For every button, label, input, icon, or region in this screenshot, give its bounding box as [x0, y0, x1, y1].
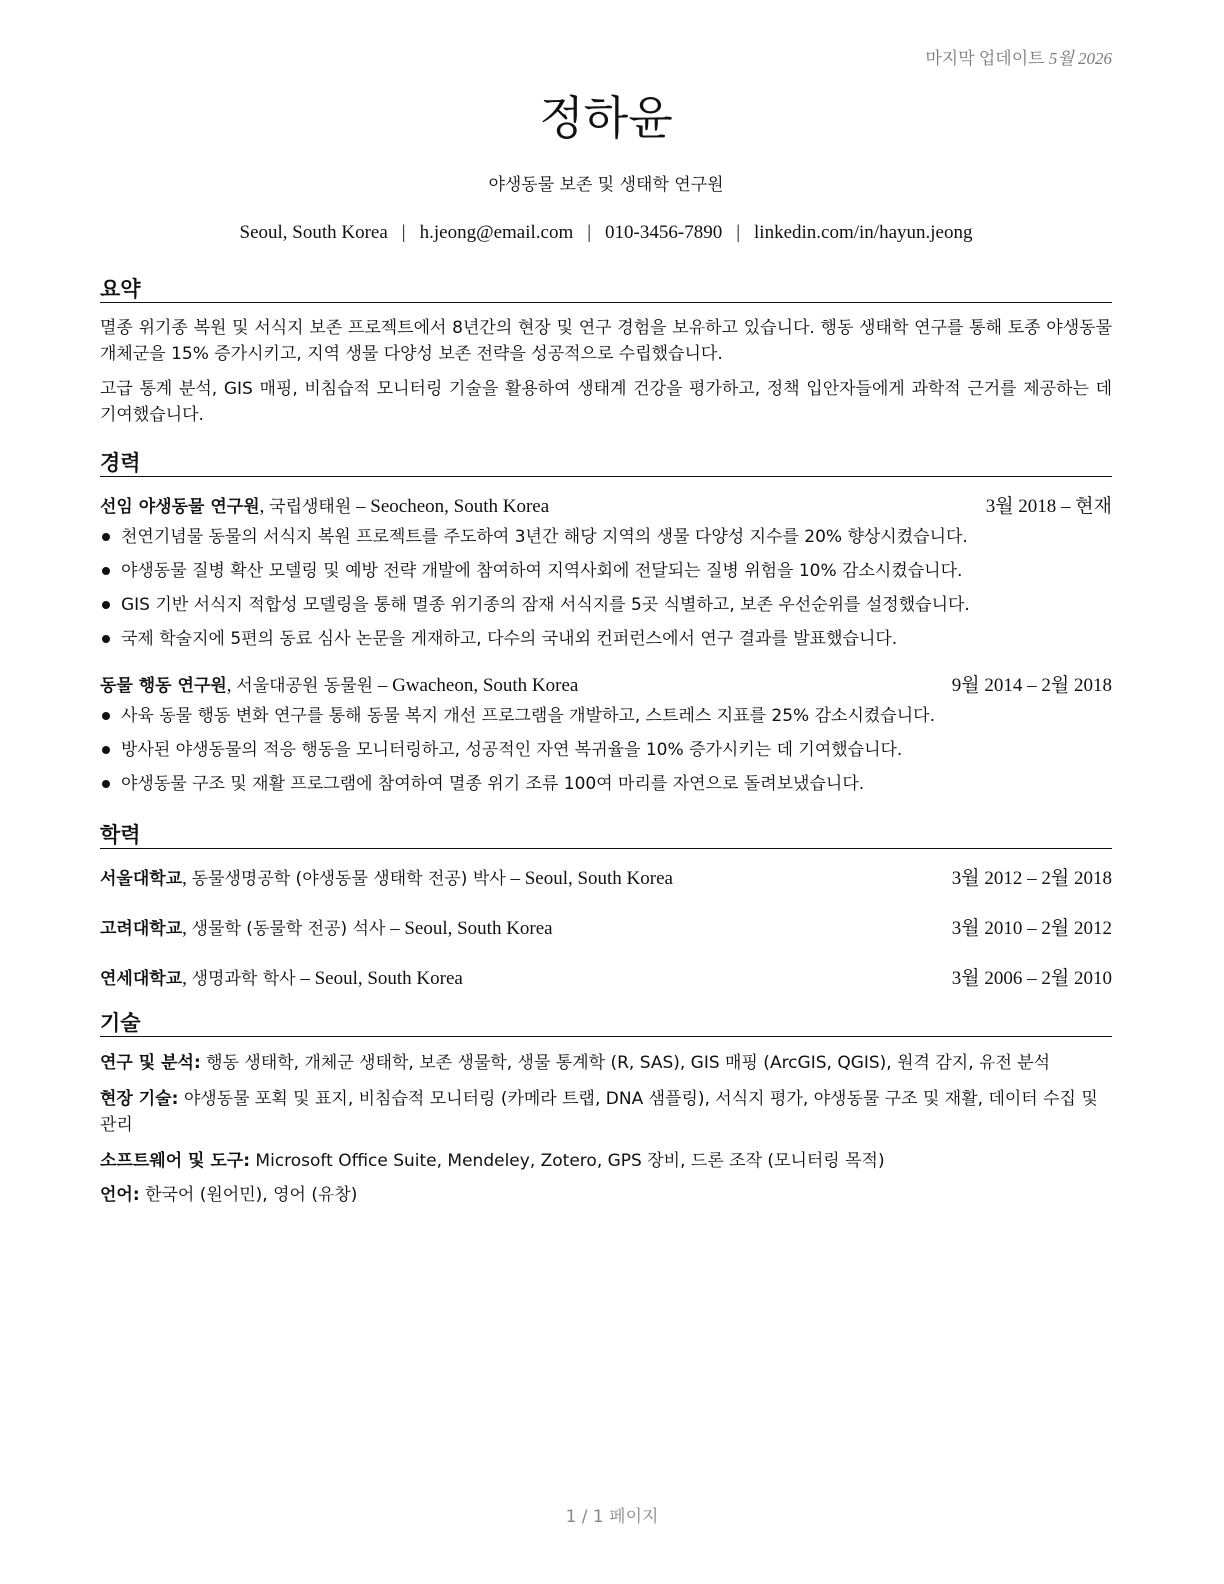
bullet-icon: [102, 533, 110, 541]
bullet-icon: [102, 635, 110, 643]
skill-label: 언어:: [100, 1185, 140, 1205]
education-school: 고려대학교: [100, 919, 183, 939]
job-header: 동물 행동 연구원, 서울대공원 동물원 – Gwacheon, South Korea 9월 2014 – 2월 2018: [100, 673, 1112, 699]
job-bullet-text: 국제 학술지에 5편의 동료 심사 논문을 게재하고, 다수의 국내외 컨퍼런스에서 연구 결과를 발표했습니다.: [121, 629, 898, 649]
education-entry: 서울대학교, 동물생명공학 (야생동물 생태학 전공) 박사 – Seoul, South Korea 3월 2012 – 2월 2018: [100, 866, 1112, 892]
skill-item: [100, 1182, 1112, 1208]
contact-email[interactable]: h.jeong@email.com: [419, 222, 574, 243]
job-bullet: [100, 767, 1112, 801]
skill-label: 소프트웨어 및 도구:: [100, 1151, 251, 1171]
summary-section: [100, 276, 1112, 428]
job-entry: [100, 673, 1112, 801]
section-title-summary: 요약: [100, 276, 1112, 303]
contact-phone[interactable]: 010-3456-7890: [605, 222, 723, 243]
job-role: 선임 야생동물 연구원: [100, 497, 260, 517]
last-updated: [925, 44, 1112, 69]
skill-item: [100, 1148, 1112, 1174]
contact-linkedin[interactable]: linkedin.com/in/hayun.jeong: [754, 222, 973, 243]
job-bullet-text: GIS 기반 서식지 적합성 모델링을 통해 멸종 위기종의 잠재 서식지를 5곳 식별하고, 보존 우선순위를 설정했습니다.: [121, 595, 970, 615]
job-bullet: [100, 588, 1112, 622]
job-org: 국립생태원: [269, 497, 352, 517]
job-entry: [100, 494, 1112, 656]
job-location: Gwacheon, South Korea: [392, 675, 579, 696]
job-title: 야생동물 보존 및 생태학 연구원: [488, 175, 724, 195]
section-title-education: 학력: [100, 822, 1112, 849]
education-location: Seoul, South Korea: [314, 968, 463, 989]
section-title-experience: 경력: [100, 450, 1112, 477]
section-title-skills: 기술: [100, 1010, 1112, 1037]
job-bullet-text: 사육 동물 행동 변화 연구를 통해 동물 복지 개선 프로그램을 개발하고, 스트레스 지표를 25% 감소시켰습니다.: [121, 706, 935, 726]
job-location: Seocheon, South Korea: [370, 496, 550, 517]
summary-paragraph: 고급 통계 분석, GIS 매핑, 비침습적 모니터링 기술을 활용하여 생태계 건강을 평가하고, 정책 입안자들에게 과학적 근거를 제공하는 데 기여했습니다.: [100, 379, 1112, 425]
bullet-icon: [102, 712, 110, 720]
education-dates: 3월 2012 – 2월 2018: [951, 868, 1112, 889]
skills-section: [100, 1010, 1112, 1208]
skill-item: [100, 1086, 1112, 1138]
job-header: 선임 야생동물 연구원, 국립생태원 – Seocheon, South Korea 3월 2018 – 현재: [100, 494, 1112, 520]
bullet-icon: [102, 567, 110, 575]
experience-section: [100, 450, 1112, 801]
skill-value: 행동 생태학, 개체군 생태학, 보존 생물학, 생물 통계학 (R, SAS), GIS 매핑 (ArcGIS, QGIS), 원격 감지, 유전 분석: [206, 1053, 1051, 1073]
job-bullet: [100, 699, 1112, 733]
skill-label: 현장 기술:: [100, 1089, 179, 1109]
education-degree: 생물학 (동물학 전공) 석사: [191, 919, 386, 939]
job-bullet: [100, 520, 1112, 554]
skill-label: 연구 및 분석:: [100, 1053, 201, 1073]
person-name: 정하윤: [539, 91, 673, 145]
education-school: 연세대학교: [100, 969, 183, 989]
education-dates: 3월 2010 – 2월 2012: [951, 918, 1112, 939]
contact-separator: |: [401, 222, 406, 243]
last-updated-label: 마지막 업데이트: [925, 49, 1045, 68]
education-dates: 3월 2006 – 2월 2010: [951, 968, 1112, 989]
job-dates: 9월 2014 – 2월 2018: [951, 675, 1112, 696]
job-bullet-text: 야생동물 구조 및 재활 프로그램에 참여하여 멸종 위기 조류 100여 마리를 자연으로 돌려보냈습니다.: [121, 774, 865, 794]
education-school: 서울대학교: [100, 869, 183, 889]
contact-separator: |: [587, 222, 592, 243]
job-bullet-text: 야생동물 질병 확산 모델링 및 예방 전략 개발에 참여하여 지역사회에 전달되는 질병 위험을 10% 감소시켰습니다.: [121, 561, 963, 581]
resume-page: [100, 0, 1112, 1584]
education-degree: 동물생명공학 (야생동물 생태학 전공) 박사: [191, 869, 506, 889]
contact-separator: |: [736, 222, 741, 243]
education-entry: 연세대학교, 생명과학 학사 – Seoul, South Korea 3월 2006 – 2월 2010: [100, 966, 1112, 992]
job-bullet-text: 방사된 야생동물의 적응 행동을 모니터링하고, 성공적인 자연 복귀율을 10% 증가시키는 데 기여했습니다.: [121, 740, 903, 760]
education-section: [100, 822, 1112, 992]
job-role: 동물 행동 연구원: [100, 676, 227, 696]
last-updated-date: 5월 2026: [1048, 49, 1112, 68]
bullet-icon: [102, 746, 110, 754]
contact-location: Seoul, South Korea: [239, 222, 388, 243]
job-bullet: [100, 554, 1112, 588]
bullet-icon: [102, 601, 110, 609]
skill-value: 한국어 (원어민), 영어 (유창): [145, 1185, 358, 1205]
page-number: 1 / 1 페이지: [565, 1507, 659, 1527]
bullet-icon: [102, 780, 110, 788]
contact-line: [100, 222, 1112, 244]
job-org: 서울대공원 동물원: [236, 676, 374, 696]
education-degree: 생명과학 학사: [191, 969, 296, 989]
skill-item: [100, 1050, 1112, 1076]
summary-paragraph: 멸종 위기종 복원 및 서식지 보존 프로젝트에서 8년간의 현장 및 연구 경험을 보유하고 있습니다. 행동 생태학 연구를 통해 토종 야생동물 개체군을 15% 증가시키고, 지역 생물 다양성 보존 전략을 성공적으로 수립했습니다.: [100, 318, 1112, 364]
skill-value: Microsoft Office Suite, Mendeley, Zotero, GPS 장비, 드론 조작 (모니터링 목적): [255, 1151, 885, 1171]
education-location: Seoul, South Korea: [404, 918, 553, 939]
skill-value: 야생동물 포획 및 표지, 비침습적 모니터링 (카메라 트랩, DNA 샘플링), 서식지 평가, 야생동물 구조 및 재활, 데이터 수집 및 관리: [100, 1089, 1098, 1135]
job-bullet: [100, 733, 1112, 767]
education-entry: 고려대학교, 생물학 (동물학 전공) 석사 – Seoul, South Korea 3월 2010 – 2월 2012: [100, 916, 1112, 942]
job-dates: 3월 2018 – 현재: [985, 496, 1112, 517]
job-bullet-text: 천연기념물 동물의 서식지 복원 프로젝트를 주도하여 3년간 해당 지역의 생물 다양성 지수를 20% 향상시켰습니다.: [121, 527, 968, 547]
education-location: Seoul, South Korea: [524, 868, 673, 889]
job-bullet: [100, 622, 1112, 656]
